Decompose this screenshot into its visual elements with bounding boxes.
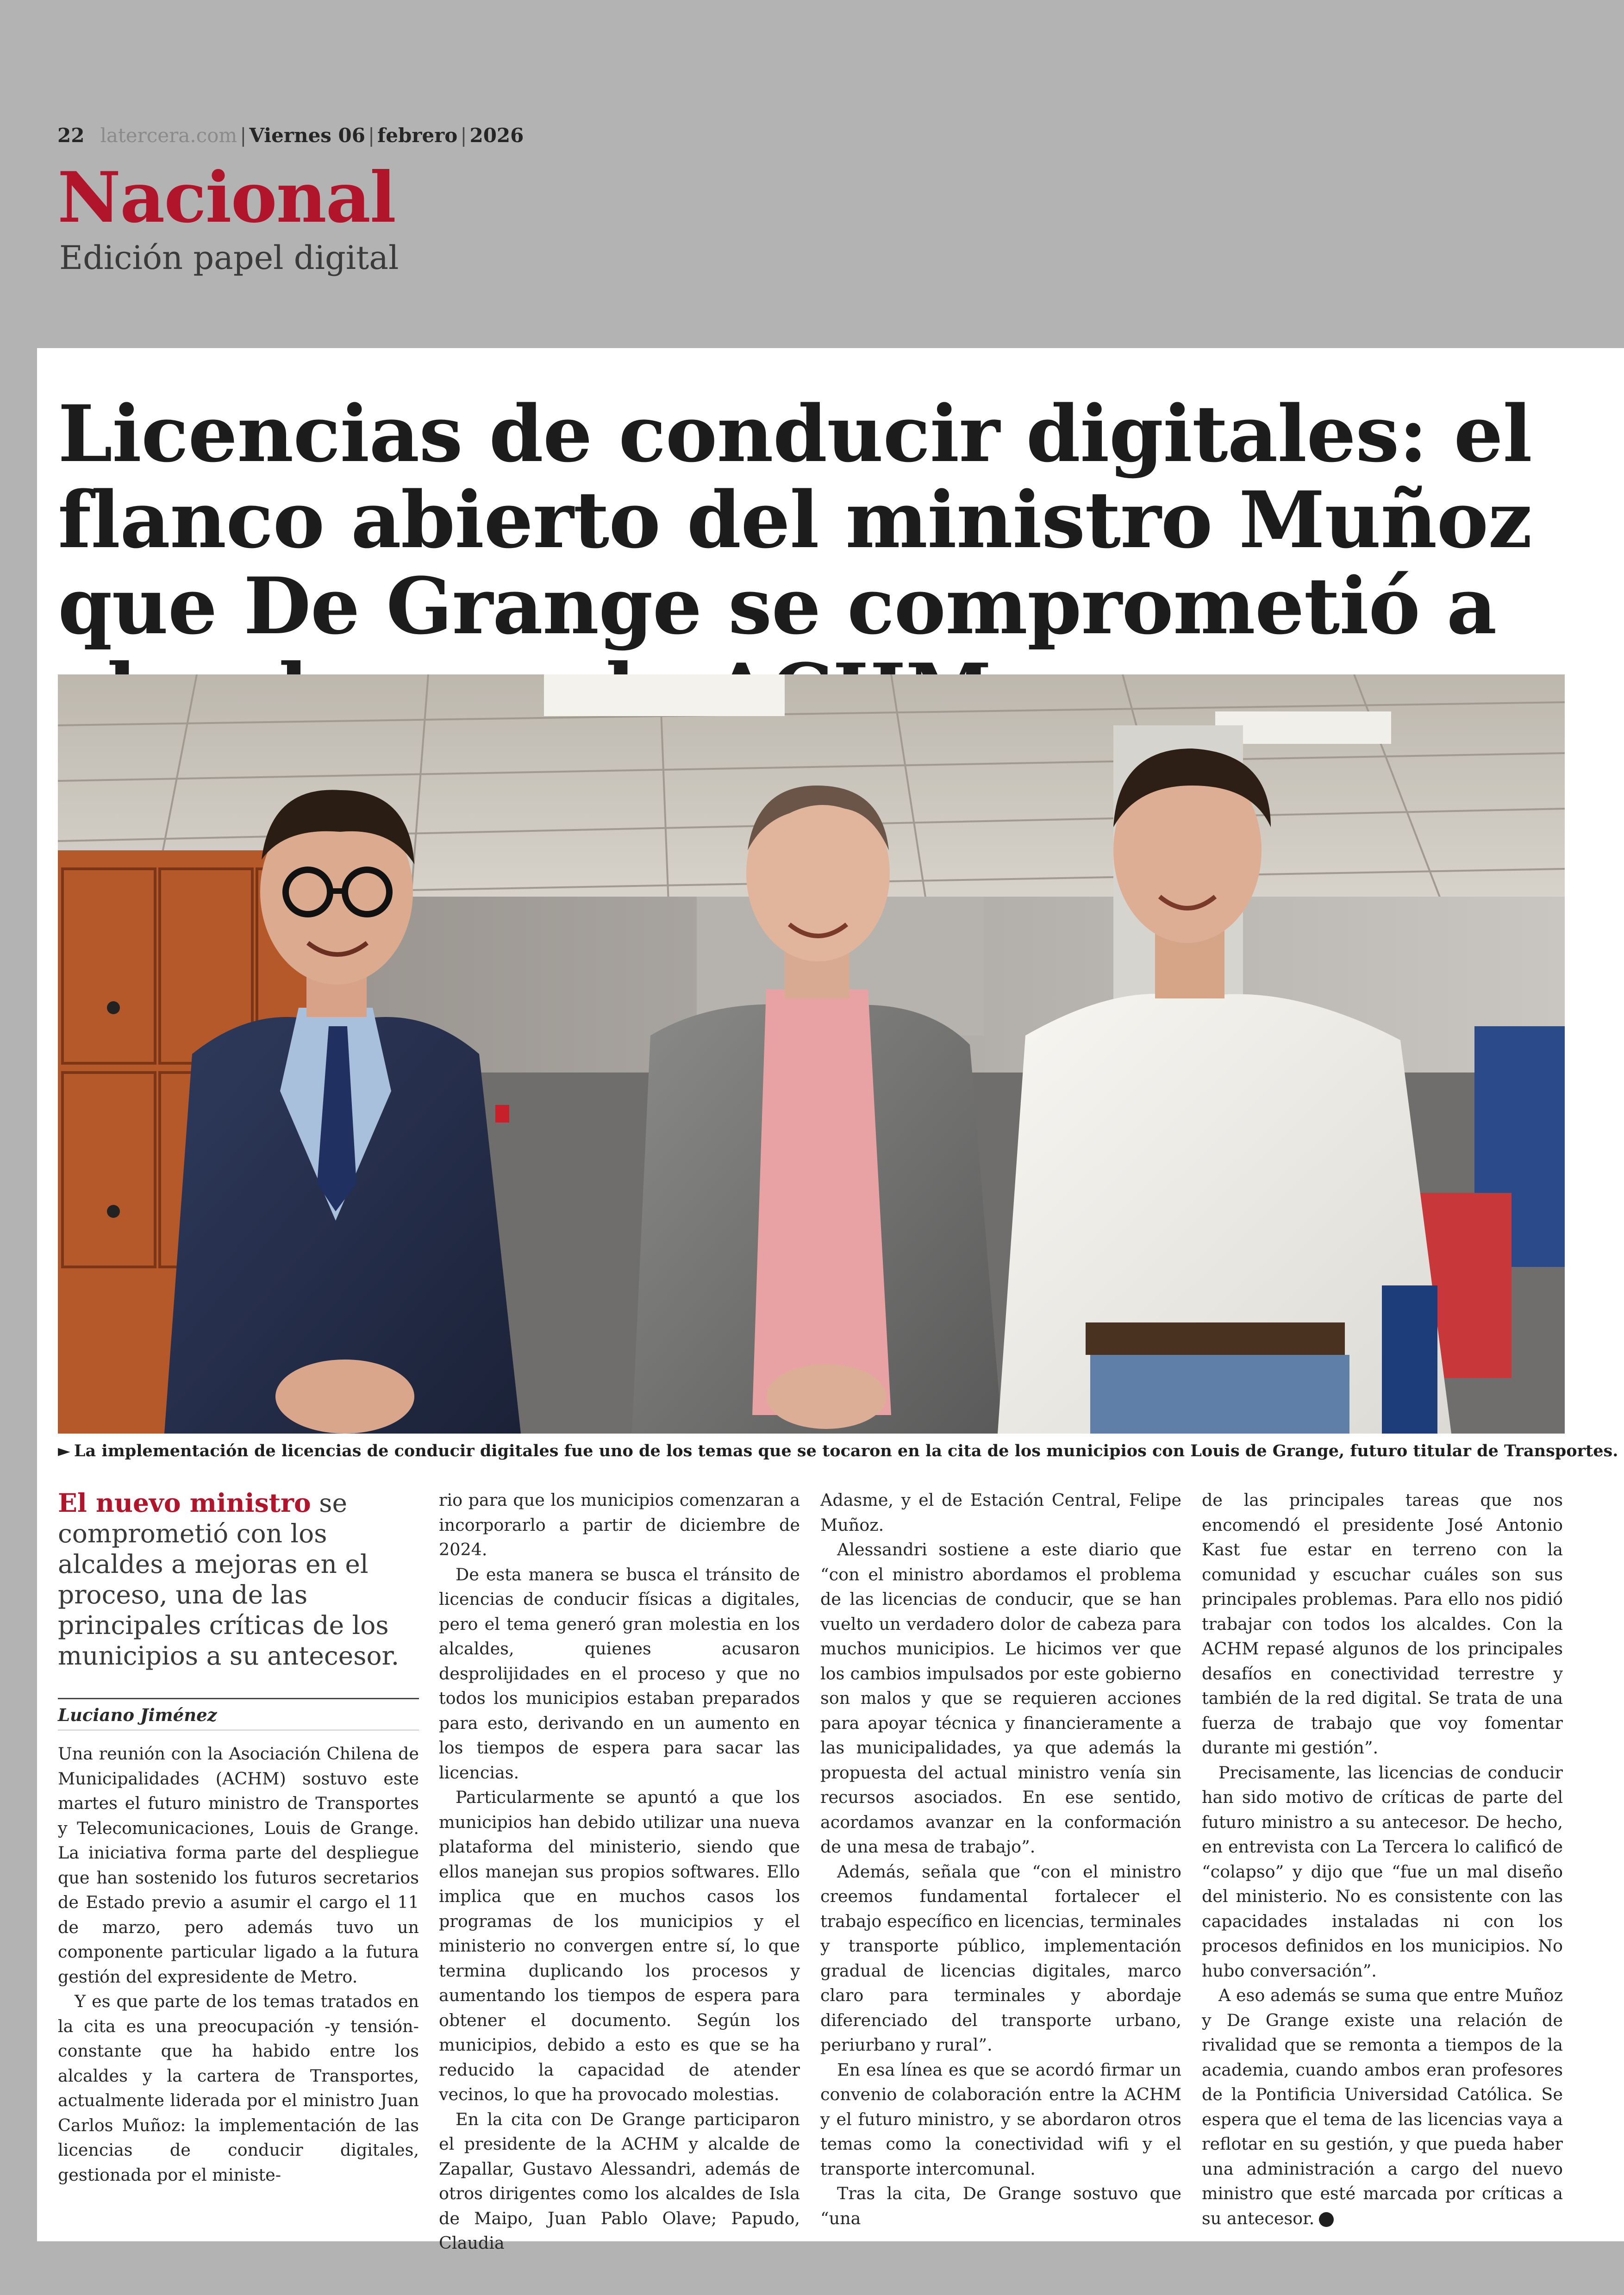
masthead — [0, 0, 1624, 348]
paragraph: Además, señala que “con el ministro creemos fundamental fortalecer el trabajo específico en licencias, terminales y transporte público, implementación gradual de licencias digitales, marco claro para terminales y abordaje diferenciado del transporte urbano, periurbano y rural”. — [820, 1861, 1181, 2055]
paragraph: Tras la cita, De Grange sostuvo que “una — [820, 2183, 1181, 2228]
paragraph: En la cita con De Grange participaron el presidente de la ACHM y alcalde de Zapallar, Gustavo Alessandri, además de otros dirigentes como los alcaldes de Isla de Maipo, Juan Pablo Olave; Papudo, Claudia — [439, 2109, 800, 2253]
page-number: 22 — [57, 124, 85, 147]
site-name: latercera.com — [100, 124, 237, 147]
paragraph-text: A eso además se suma que entre Muñoz y De Grange existe una relación de rivalidad que se remonta a tiempos de la academia, cuando ambos eran profesores de la Pontificia Universidad Católica. Se espera que el tema de las licencias vaya a reflotar en su gestión, y que pueda haber una administración a cargo del nuevo ministro que esté marcada por críticas a su antecesor. — [1202, 1985, 1563, 2228]
paragraph: Particularmente se apuntó a que los municipios han debido utilizar una nueva plataforma del ministerio, siendo que ellos manejan sus propios softwares. Ello implica que en muchos casos los programas de los municipios y el ministerio no convergen entre sí, lo que termina duplicando los procesos y aumentando los tiempos de espera para obtener el documento. Según los municipios, debido a esto es que se ha reducido la capacidad de atender vecinos, lo que ha provocado molestias. — [439, 1787, 800, 2104]
article-sheet — [37, 348, 1624, 2253]
caption-text: La implementación de licencias de conducir digitales fue uno de los temas que se tocaron en la cita de los municipios con Louis de Grange, futuro titular de Transportes. — [74, 1441, 1618, 1460]
locker-lock — [107, 1205, 120, 1218]
article-headline: Licencias de conducir digitales: el flanco abierto del ministro Muñoz que De Grange se comprometió a — [58, 388, 1532, 652]
paragraph: Adasme, y el de Estación Central, Felipe Muñoz. — [820, 1490, 1181, 1535]
paragraph: de las principales tareas que nos encomendó el presidente José Antonio Kast fue estar en terreno con la comunidad y escuchar cuáles son sus principales problemas. Para ello nos pidió trabajar con todos los alcaldes. Con la ACHM repasé algunos de los principales desafíos en conectividad terrestre y también de la red digital. Se trata de una fuerza de trabajo que voy fomentar durante mi gestión”. — [1202, 1490, 1563, 1758]
byline: Luciano Jiménez — [58, 1698, 419, 1730]
paragraph: Y es que parte de los temas tratados en la cita es una preocupación -y tensión- constante que ha habido entre los alcaldes y la cartera de Transportes, actualmente liderada por el ministro Juan Carlos Muñoz: la implementación de las licencias de conducir digitales, gestionada por el ministe- — [58, 1991, 419, 2185]
article-deck — [58, 1488, 419, 1671]
date-day: Viernes 06 — [249, 124, 366, 147]
edition-subtitle: Edición papel digital — [59, 239, 399, 277]
photo-illustration — [58, 674, 1565, 1434]
column-2 — [439, 1488, 800, 2256]
column-3 — [820, 1488, 1181, 2231]
paragraph: rio para que los municipios comenzaran a incorporarlo a partir de diciembre de 2024. — [439, 1490, 800, 1559]
column-1 — [58, 1488, 419, 2187]
section-title: Nacional — [57, 157, 395, 238]
paragraph: En esa línea es que se acordó firmar un convenio de colaboración entre la ACHM y el futuro ministro, y se abordaron otros temas como la conectividad wifi y el transporte intercomunal. — [820, 2059, 1181, 2179]
article-photo — [58, 674, 1565, 1434]
caption-marker: ► — [58, 1441, 70, 1460]
ceiling-light — [544, 674, 785, 716]
paragraph: De esta manera se busca el tránsito de licencias de conducir físicas a digitales, pero el tema generó gran molestia en los alcaldes, quienes acusaron desprolijidades en el proceso y que no todos los municipios estaban preparados para esto, derivando en un aumento en los tiempos de espera para sacar las licencias. — [439, 1564, 800, 1783]
locker-lock — [107, 1001, 120, 1014]
date-year: 2026 — [469, 124, 524, 147]
photo-caption — [58, 1441, 1618, 1461]
paragraph: Alessandri sostiene a este diario que “con el ministro abordamos el problema de las licencias de conducir, que se han vuelto un verdadero dolor de cabeza para muchos municipios. Le hicimos ver que los cambios impulsados por este gobierno son malos y que se requieren acciones para apoyar técnica y financieramente a las municipalidades, ya que además la propuesta del actual ministro venía sin recursos asociados. En ese sentido, acordamos avanzar en la conformación de una mesa de trabajo”. — [820, 1540, 1181, 1857]
deck-lead: El nuevo ministro — [58, 1488, 311, 1518]
paragraph: Una reunión con la Asociación Chilena de Municipalidades (ACHM) sostuvo este martes el futuro ministro de Transportes y Telecomunicaciones, Louis de Grange. La iniciativa forma parte del despliegue que han sostenido los futuros secretarios de Estado previo a asumir el cargo el 11 de marzo, pero además tuvo un componente particular ligado a la futura gestión del expresidente de Metro. — [58, 1744, 419, 1987]
end-mark-icon — [1319, 2212, 1334, 2227]
paragraph: Precisamente, las licencias de conducir han sido motivo de críticas de parte del futuro ministro a su antecesor. De hecho, en entrevista con La Tercera lo calificó de “colapso” y dijo que “fue un mal diseño del ministerio. No es consistente con las capacidades instaladas ni con los procesos definidos en los municipios. No hubo conversación”. — [1202, 1762, 1563, 1981]
deck-text: se comprometió con los alcaldes a mejoras en el proceso, una de las principales críticas de los municipios a su antecesor. — [58, 1488, 400, 1671]
paragraph-last — [1202, 1983, 1563, 2231]
date-month: febrero — [377, 124, 458, 147]
dateline: 22 latercera.com | Viernes 06 | febrero | 2026 — [57, 124, 524, 147]
column-4 — [1202, 1488, 1563, 2231]
